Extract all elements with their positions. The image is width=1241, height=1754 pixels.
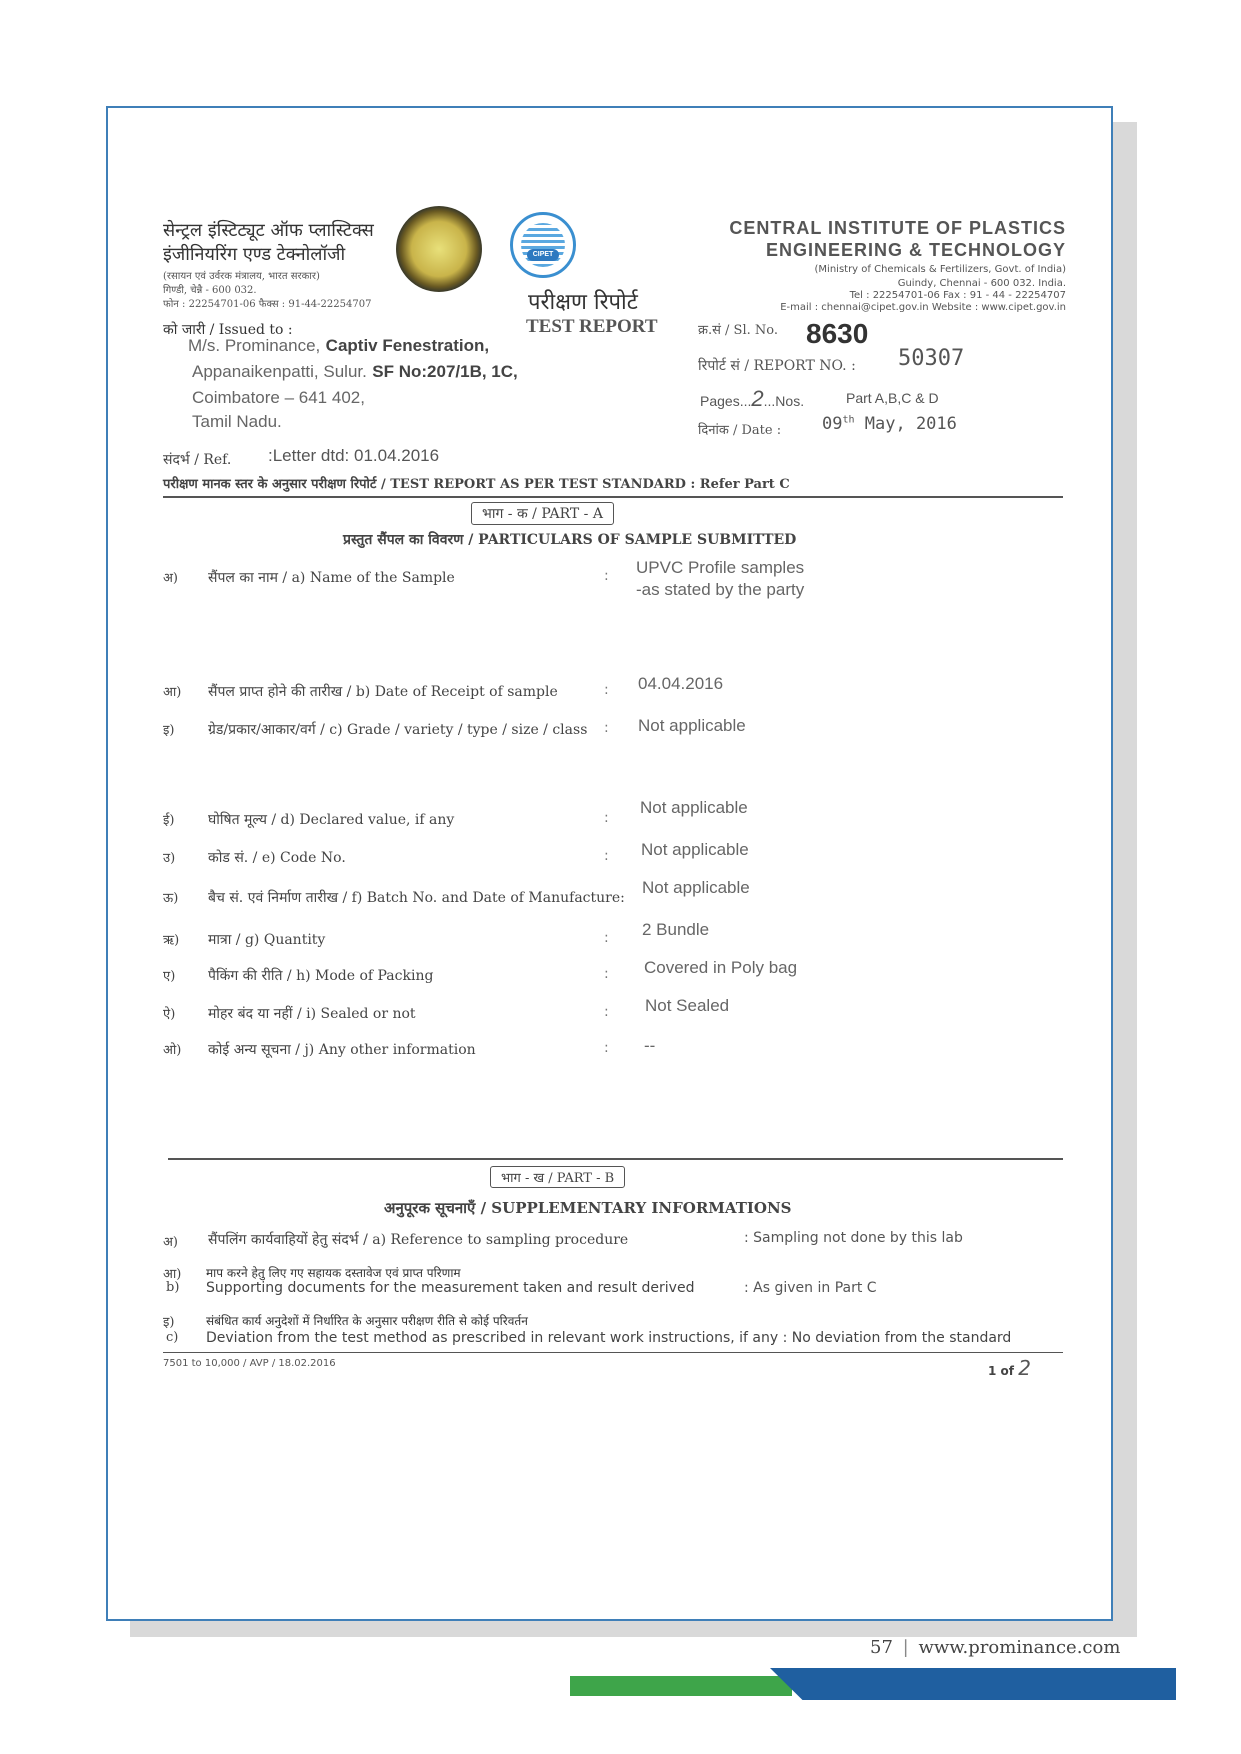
row-colon: : <box>604 930 609 946</box>
row-value: -- <box>644 1036 656 1055</box>
divider-middle <box>168 1158 1063 1160</box>
row-index: अ) <box>163 571 179 586</box>
part-b-c-hindi: संबंधित कार्य अनुदेशों में निर्धारित के अनुसार परीक्षण रीति से कोई परिवर्तन <box>206 1314 528 1328</box>
pages-count <box>700 386 804 412</box>
serial-number: 8630 <box>806 318 869 349</box>
company-trade-name: Captiv Fenestration, <box>325 336 490 355</box>
row-index: ऋ) <box>163 933 180 948</box>
divider-bottom <box>163 1352 1063 1353</box>
row-colon: : <box>604 1004 609 1020</box>
national-emblem-seal-icon <box>396 206 482 292</box>
english-institute-name-2: ENGINEERING & TECHNOLOGY <box>765 240 1066 260</box>
row-value: Not applicable <box>641 840 749 859</box>
hindi-ministry: (रसायन एवं उर्वरक मंत्रालय, भारत सरकार) <box>163 271 320 282</box>
part-b-title: अनुपूरक सूचनाएँ / SUPPLEMENTARY INFORMATIONS <box>384 1199 792 1217</box>
test-standard-line: परीक्षण मानक स्तर के अनुसार परीक्षण रिपोर्ट / TEST REPORT AS PER TEST STANDARD : Refer Part C <box>163 477 790 492</box>
row-index: ओ) <box>163 1043 182 1058</box>
part-b-c-index: c) <box>166 1330 179 1345</box>
footer-blue-bar <box>770 1668 1176 1700</box>
report-title: TEST REPORT <box>526 316 658 337</box>
page-of <box>988 1356 1031 1380</box>
pages-value: 2 <box>751 386 764 411</box>
ref-label: संदर्भ / Ref. <box>163 452 232 468</box>
part-b-b-value: : As given in Part C <box>744 1280 877 1296</box>
part-b-b-index: b) <box>166 1280 180 1295</box>
row-label: सैंपल का नाम / a) Name of the Sample <box>208 570 455 586</box>
row-index: ऊ) <box>163 891 179 906</box>
row-index: ई) <box>163 813 175 828</box>
part-a-box: भाग - क / PART - A <box>471 502 614 525</box>
part-b-b-index-hindi: आ) <box>163 1267 182 1282</box>
part-b-c-label: Deviation from the test method as prescribed in relevant work instructions, if any : No deviation from the standard <box>206 1330 1012 1346</box>
company-name: M/s. Prominance, <box>188 336 321 355</box>
part-b-b-hindi: माप करने हेतु लिए गए सहायक दस्तावेज एवं प्राप्त परिणाम <box>206 1266 461 1280</box>
row-index: आ) <box>163 685 182 700</box>
row-value: 04.04.2016 <box>638 674 724 693</box>
serial-number-label: क्र.सं / Sl. No. <box>698 323 778 338</box>
part-a-title: प्रस्तुत सैंपल का विवरण / PARTICULARS OF SAMPLE SUBMITTED <box>343 532 797 548</box>
row-colon: : <box>604 568 609 584</box>
row-label: घोषित मूल्य / d) Declared value, if any <box>208 812 455 828</box>
test-report-document <box>108 108 1111 1619</box>
divider-top <box>163 496 1063 498</box>
row-value: Not Sealed <box>645 996 730 1015</box>
hindi-institute-name-2: इंजीनियरिंग एण्ड टेक्नोलॉजी <box>163 244 346 265</box>
phone-line: Tel : 22254701-06 Fax : 91 - 44 - 22254707 <box>849 290 1066 301</box>
row-value: Not applicable <box>638 716 746 735</box>
page-number: 57 <box>870 1637 893 1658</box>
part-b-a-label: सैंपलिंग कार्यवाहियों हेतु संदर्भ / a) Reference to sampling procedure <box>208 1232 629 1248</box>
date-label: दिनांक / Date : <box>698 423 782 438</box>
cipet-logo-icon <box>510 212 576 278</box>
ref-value: :Letter dtd: 01.04.2016 <box>268 446 440 465</box>
address-locality: Appanaikenpatti, Sulur. <box>192 362 367 381</box>
pages-label: Pages... <box>700 393 752 409</box>
address-state: Tamil Nadu. <box>192 412 282 431</box>
row-label: कोड सं. / e) Code No. <box>208 850 346 866</box>
row-value: Covered in Poly bag <box>644 958 798 977</box>
row-index: उ) <box>163 851 176 866</box>
row-label: मात्रा / g) Quantity <box>208 932 326 948</box>
date-day: 09 <box>822 414 843 434</box>
footer-separator: | <box>902 1637 909 1658</box>
report-title-hindi: परीक्षण रिपोर्ट <box>528 290 638 315</box>
page-of-label: 1 of <box>988 1364 1014 1378</box>
row-index: ए) <box>163 969 176 984</box>
address-survey-no: SF No:207/1B, 1C, <box>372 362 518 381</box>
row-label: मोहर बंद या नहीं / i) Sealed or not <box>208 1006 416 1022</box>
date-suffix: th <box>842 414 855 426</box>
part-b-box: भाग - ख / PART - B <box>490 1166 625 1188</box>
issued-to-line-2 <box>192 362 518 382</box>
address-city: Coimbatore – 641 402, <box>192 388 365 407</box>
part-b-a-value: : Sampling not done by this lab <box>744 1230 963 1246</box>
ministry-line: (Ministry of Chemicals & Fertilizers, Govt. of India) <box>814 264 1066 275</box>
row-colon: : <box>604 810 609 826</box>
hindi-phone: फोन : 22254701-06 फैक्स : 91-44-22254707 <box>163 299 372 310</box>
row-label: सैंपल प्राप्त होने की तारीख / b) Date of Receipt of sample <box>208 684 558 700</box>
page-total: 2 <box>1018 1356 1031 1380</box>
report-date <box>822 414 957 434</box>
row-colon: : <box>604 1040 609 1056</box>
part-b-a-index: अ) <box>163 1235 179 1250</box>
email-line: E-mail : chennai@cipet.gov.in Website : www.cipet.gov.in <box>780 302 1066 313</box>
page-footer <box>870 1637 1120 1658</box>
parts-list: Part A,B,C & D <box>846 390 939 406</box>
row-index: ऐ) <box>163 1007 176 1022</box>
report-number-label: रिपोर्ट सं / REPORT NO. : <box>698 358 856 374</box>
pages-suffix: ...Nos. <box>763 393 805 409</box>
part-b-c-index-hindi: इ) <box>163 1315 175 1330</box>
date-month-year: May, 2016 <box>854 414 957 434</box>
row-label: बैच सं. एवं निर्माण तारीख / f) Batch No. and Date of Manufacture: <box>208 890 625 906</box>
row-label: पैकिंग की रीति / h) Mode of Packing <box>208 968 434 984</box>
row-colon: : <box>604 966 609 982</box>
row-value: Not applicable <box>642 878 750 897</box>
document-frame <box>106 106 1113 1621</box>
footer-green-bar <box>570 1676 792 1696</box>
hindi-address: गिण्डी, चेन्नै - 600 032. <box>163 285 257 296</box>
report-number: 50307 <box>898 346 965 371</box>
row-value: UPVC Profile samples <box>636 558 805 577</box>
part-b-b-label: Supporting documents for the measurement taken and result derived <box>206 1280 695 1296</box>
row-colon: : <box>604 720 609 736</box>
address-line: Guindy, Chennai - 600 032. India. <box>897 278 1066 289</box>
english-institute-name-1: CENTRAL INSTITUTE OF PLASTICS <box>729 218 1066 238</box>
row-colon: : <box>604 682 609 698</box>
form-code: 7501 to 10,000 / AVP / 18.02.2016 <box>163 1358 336 1369</box>
row-value: Not applicable <box>640 798 748 817</box>
cipet-logo-label: CIPET <box>527 249 559 261</box>
row-colon: : <box>604 848 609 864</box>
hindi-institute-name-1: सेन्ट्रल इंस्टिट्यूट ऑफ प्लास्टिक्स <box>163 220 374 241</box>
row-value: 2 Bundle <box>642 920 710 939</box>
issued-to-label: को जारी / Issued to : <box>163 322 293 338</box>
issued-to-line-1 <box>188 336 489 356</box>
row-label: ग्रेड/प्रकार/आकार/वर्ग / c) Grade / variety / type / size / class <box>208 722 588 738</box>
row-index: इ) <box>163 723 175 738</box>
row-label: कोई अन्य सूचना / j) Any other information <box>208 1042 476 1058</box>
footer-website: www.prominance.com <box>918 1637 1121 1658</box>
row-value-note: -as stated by the party <box>636 580 805 599</box>
